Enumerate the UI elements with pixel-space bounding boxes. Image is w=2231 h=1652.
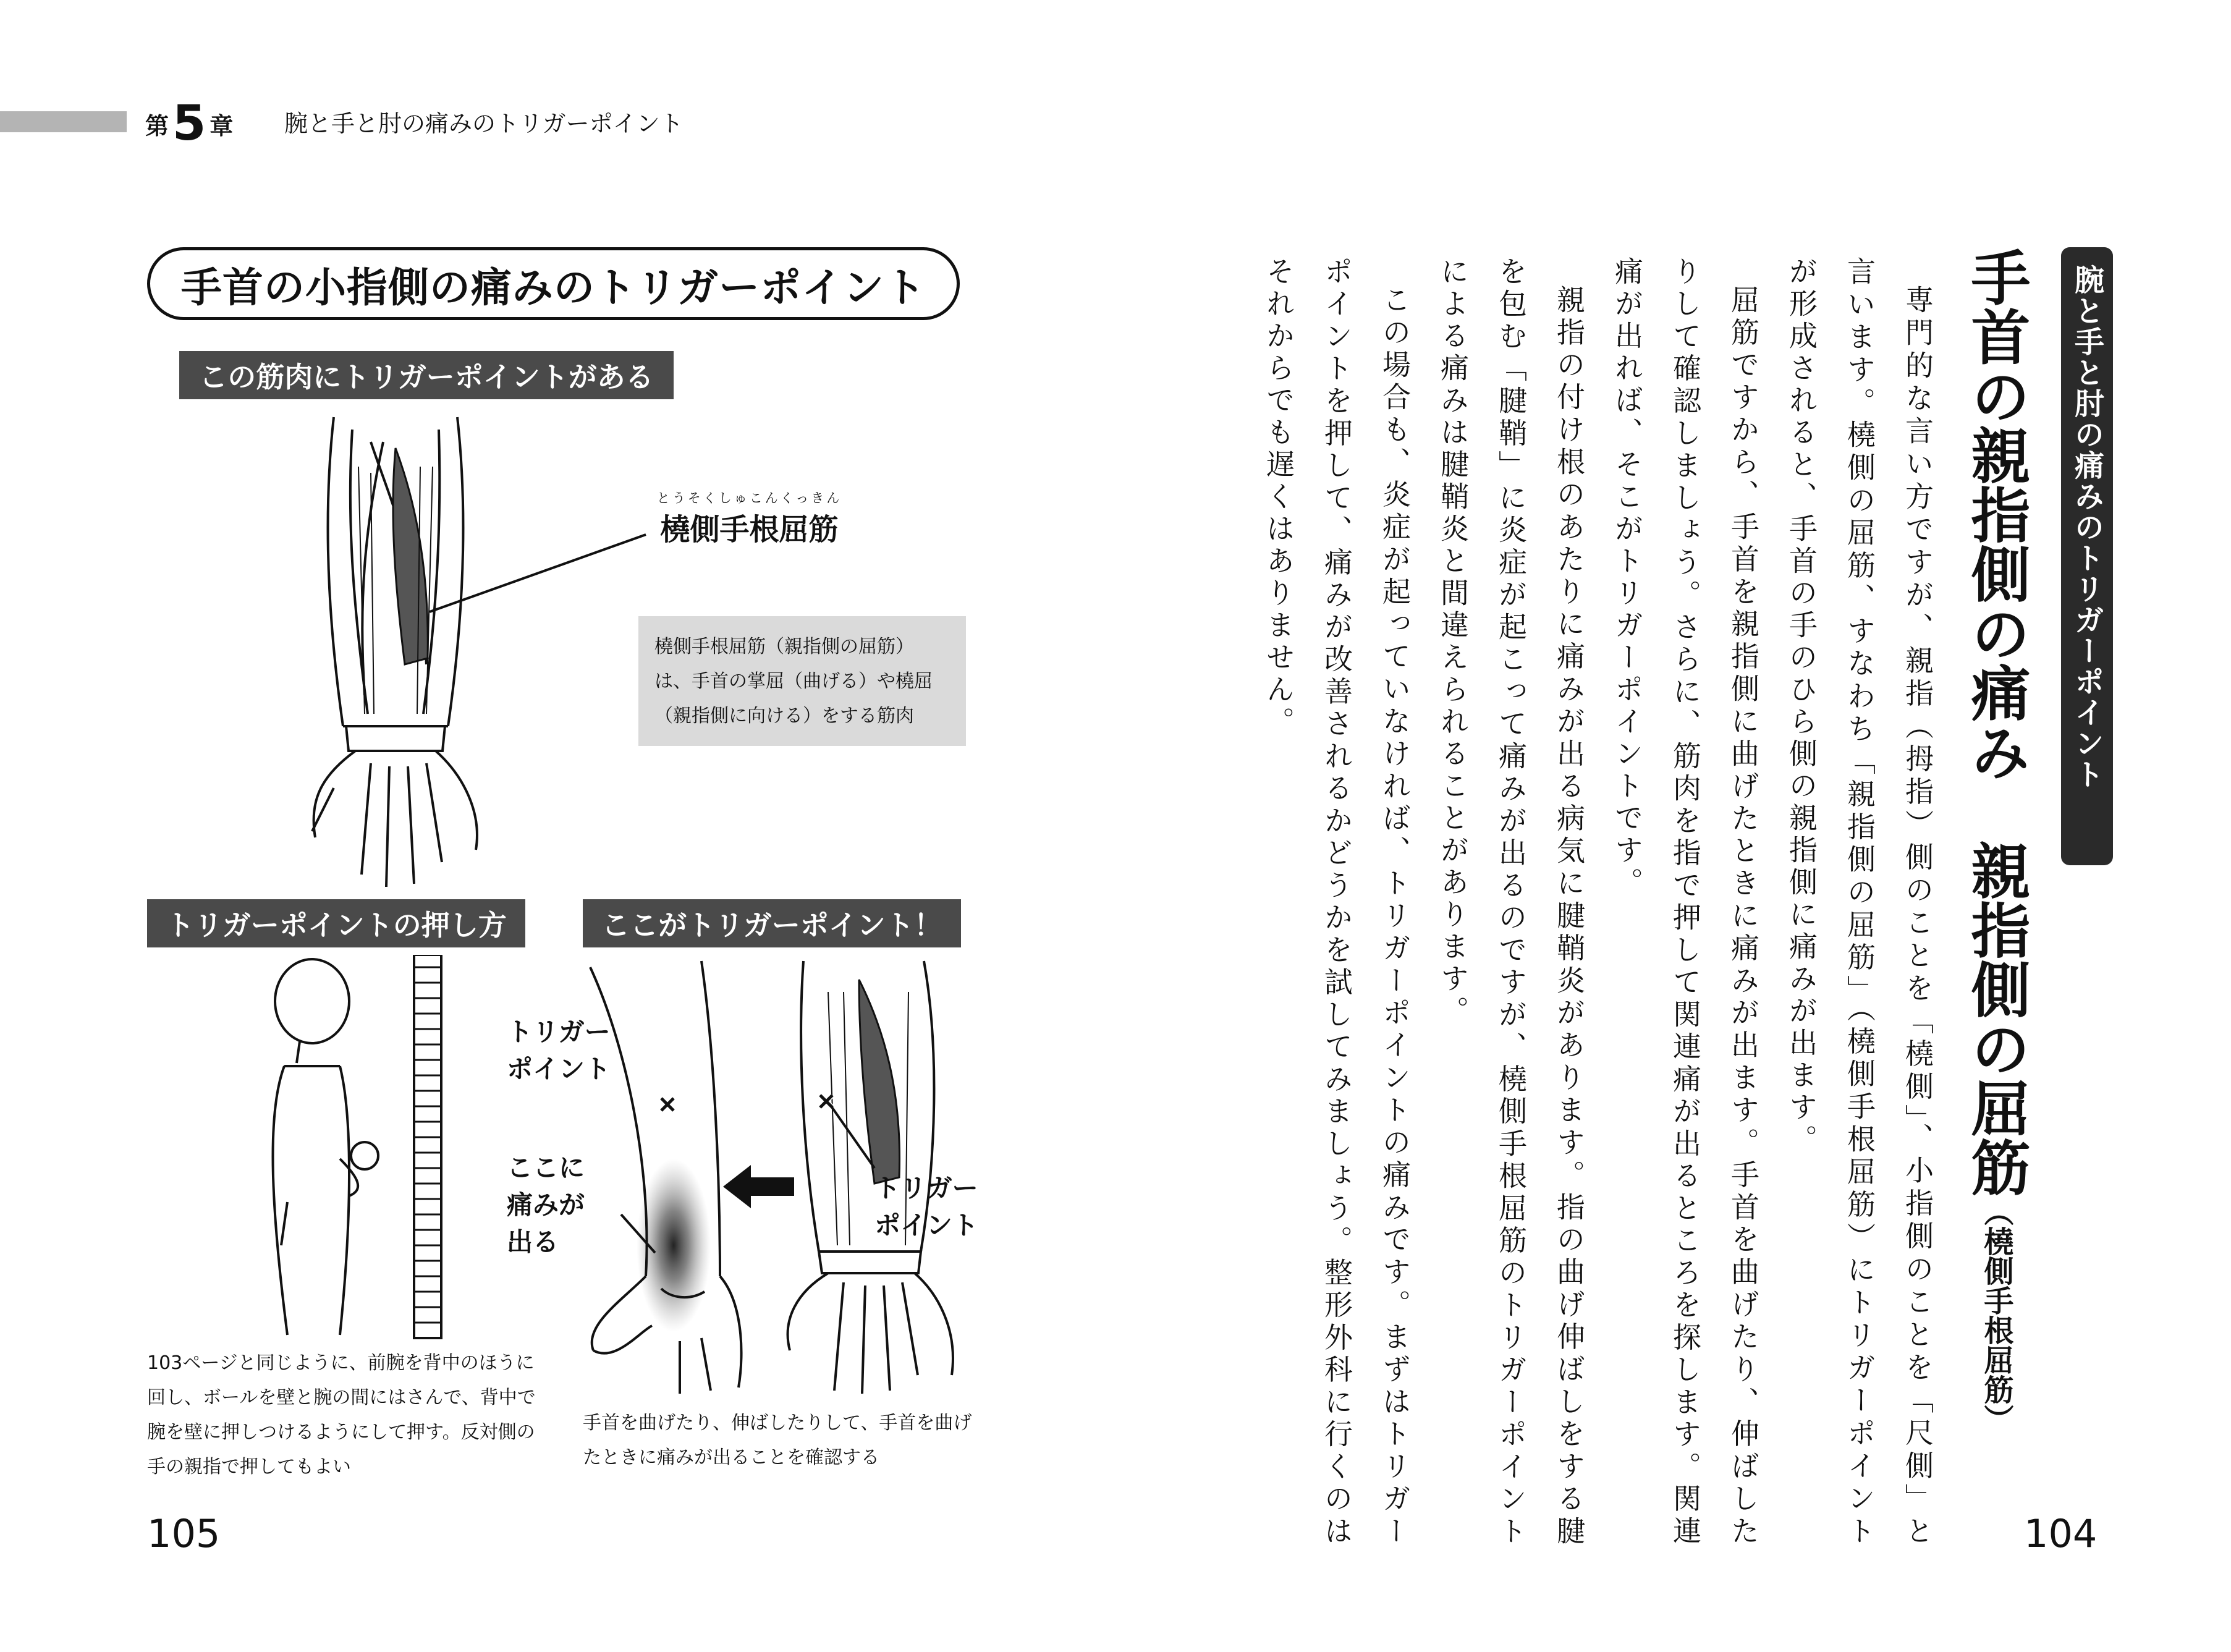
page-number-right: 104 <box>2024 1511 2098 1556</box>
annotation-line: ポイント <box>874 1210 979 1240</box>
paragraph: 屈筋ですから、手首を親指側に曲げたときに痛みが出ます。手首を曲げたり、伸ばしたりして確認しましょう。さらに、筋肉を指で押して関連痛が出るところを探します。関連痛が出れば、そこがトリガーポイントです。 <box>1611 256 1760 1548</box>
running-header-title: 腕と手と肘の痛みのトリガーポイント <box>284 110 684 137</box>
muscle-bar-label: この筋肉にトリガーポイントがある <box>179 351 674 399</box>
annotation-line: トリガー <box>507 1017 611 1047</box>
annotation-line: トリガー <box>874 1173 978 1203</box>
annotation-trigger-point-1 <box>507 1014 611 1088</box>
annotation-line: ポイント <box>507 1054 611 1084</box>
muscle-description-box: 橈側手根屈筋（親指側の屈筋）は、手首の掌屈（曲げる）や橈屈（親指側に向ける）をする筋肉 <box>638 616 966 746</box>
annotation-line: 痛みが <box>507 1190 585 1220</box>
annotation-line: ここに <box>507 1153 585 1183</box>
paragraph: 親指の付け根のあたりに痛みが出る病気に腱鞘炎があります。指の曲げ伸ばしをする腱を包む「腱鞘」に炎症が起こって痛みが出るのですが、橈側手根屈筋のトリガーポイントによる痛みは腱鞘炎と間違えられることがあります。 <box>1436 256 1586 1548</box>
muscle-name-label <box>640 488 859 548</box>
headline-main: 手首の親指側の痛み 親指側の屈筋 <box>1962 247 2031 1197</box>
page-headline <box>1959 247 2033 1434</box>
headline-sub: （橈側手根屈筋） <box>1979 1197 2013 1434</box>
annotation-pain-here <box>507 1150 585 1261</box>
trigger-here-caption: 手首を曲げたり、伸ばしたりして、手首を曲げたときに痛みが出ることを確認する <box>583 1412 972 1468</box>
chapter-number: 5 <box>172 96 206 151</box>
muscle-furigana: とうそくしゅこんくっきん <box>656 491 842 506</box>
side-tab-chapter: 腕と手と肘の痛みのトリガーポイント <box>2061 247 2113 865</box>
forearm-muscle-illustration <box>297 405 494 893</box>
muscle-name: 橈側手根屈筋 <box>660 512 839 547</box>
annotation-line: 出る <box>507 1227 559 1257</box>
paragraph: 専門的な言い方ですが、親指（拇指）側のことを「橈側」、小指側のことを「尺側」と言います。橈側の屈筋、すなわち「親指側の屈筋」（橈側手根屈筋）にトリガーポイントが形成されると、手首の手のひら側の親指側に痛みが出ます。 <box>1785 256 1934 1548</box>
page-number-left: 105 <box>147 1511 221 1556</box>
annotation-trigger-point-2 <box>874 1170 978 1244</box>
body-text <box>1248 256 1947 1548</box>
press-method-bar-label: トリガーポイントの押し方 <box>147 899 525 947</box>
person-pressing-wall-illustration <box>260 955 445 1341</box>
muscle-pointer-line <box>426 532 649 618</box>
header-bar <box>0 111 127 132</box>
press-method-caption: 103ページと同じように、前腕を背中のほうに回し、ボールを壁と腕の間にはさんで、背中で腕を壁に押しつけるようにして押す。反対側の手の親指で押してもよい <box>147 1352 536 1478</box>
trigger-here-bar-label: ここがトリガーポイント！ <box>583 899 961 947</box>
chapter-suffix: 章 <box>210 112 234 140</box>
section-title: 手首の小指側の痛みのトリガーポイント <box>147 247 960 320</box>
chapter-prefix: 第 <box>145 112 169 140</box>
paragraph: この場合も、炎症が起っていなければ、トリガーポイントの痛みです。まずはトリガーポイントを押して、痛みが改善されるかどうかを試してみましょう。整形外科に行くのはそれからでも遅くはありません。 <box>1262 256 1412 1548</box>
chapter-label <box>145 96 234 151</box>
